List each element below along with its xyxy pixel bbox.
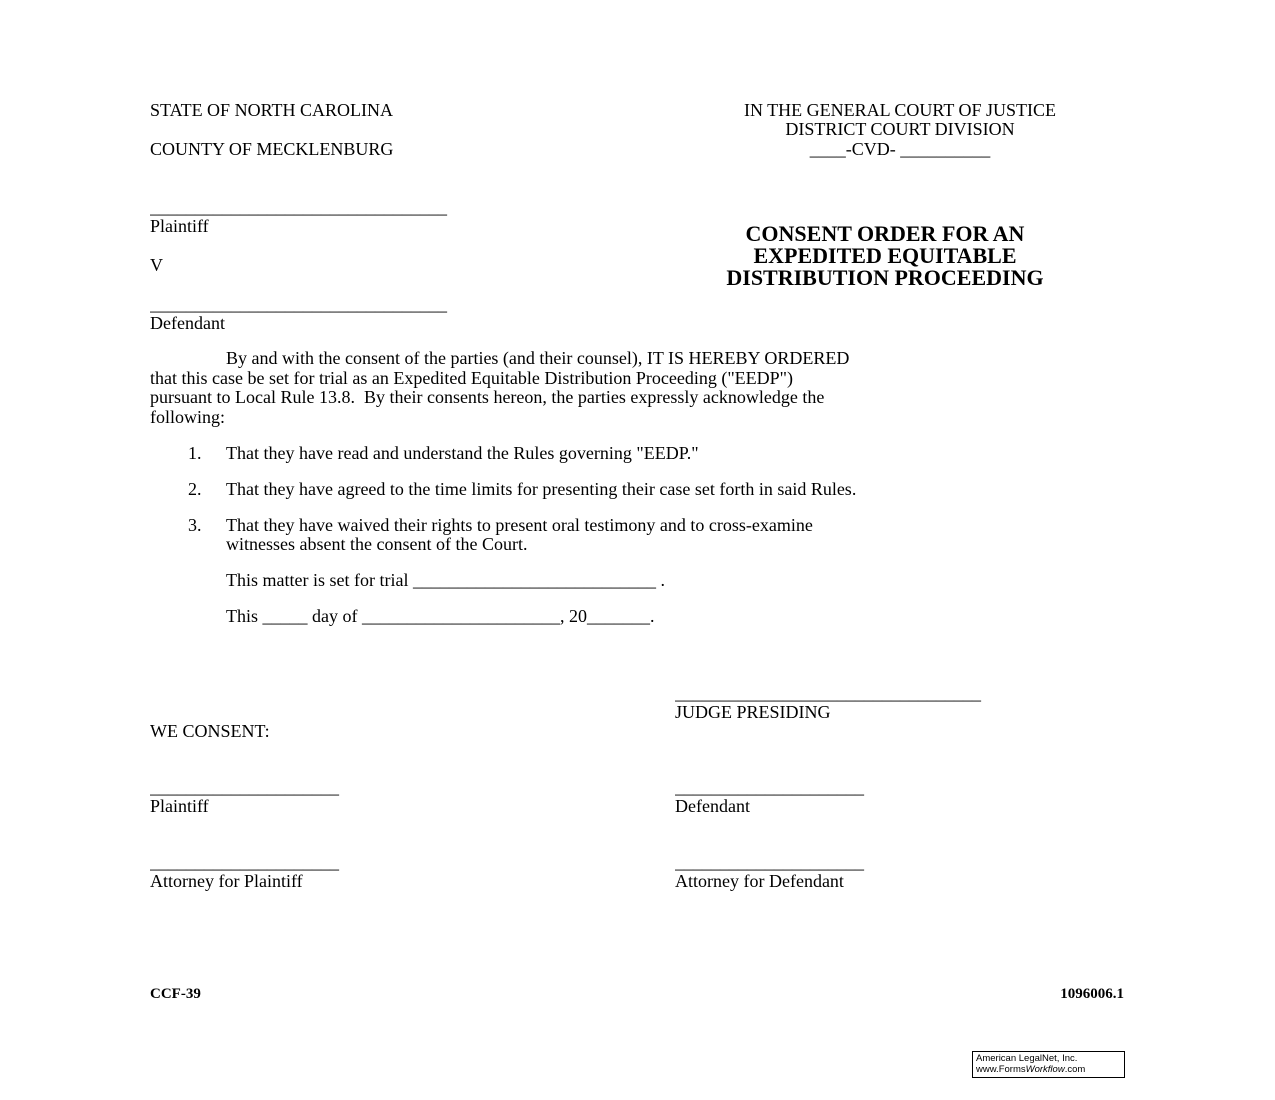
order-date-field[interactable]: This _____ day of ______________________, 20_______. [226, 606, 655, 626]
document-number: 1096006.1 [1060, 986, 1124, 1002]
defendant-signature-blank[interactable]: _____________________ [675, 777, 864, 797]
attorney-plaintiff-signature-blank[interactable]: _____________________ [150, 852, 339, 872]
order-paragraph-line1: By and with the consent of the parties (and their counsel), IT IS HEREBY ORDERED [226, 348, 850, 368]
county-heading: COUNTY OF MECKLENBURG [150, 139, 394, 159]
plaintiff-caption-label: Plaintiff [150, 216, 209, 236]
order-paragraph-line4: following: [150, 407, 225, 427]
trial-date-field[interactable]: This matter is set for trial ___________________________ . [226, 570, 665, 590]
case-number-field[interactable]: ____-CVD- __________ [809, 139, 991, 159]
judge-presiding-label: JUDGE PRESIDING [675, 702, 831, 722]
state-heading: STATE OF NORTH CAROLINA [150, 100, 393, 120]
order-paragraph-line2: that this case be set for trial as an Expedited Equitable Distribution Proceeding ("EEDP") [150, 368, 794, 388]
item-text-1: That they have read and understand the Rules governing "EEDP." [226, 443, 699, 463]
stamp-company: American LegalNet, Inc. [976, 1053, 1078, 1064]
plaintiff-name-blank[interactable]: _________________________________ [150, 197, 447, 217]
plaintiff-signature-blank[interactable]: _____________________ [150, 777, 339, 797]
form-code: CCF-39 [150, 986, 201, 1002]
division-heading: DISTRICT COURT DIVISION [785, 119, 1015, 139]
item-number-1: 1. [188, 443, 202, 463]
item-text-2: That they have agreed to the time limits for presenting their case set forth in said Rules. [226, 479, 857, 499]
court-heading: IN THE GENERAL COURT OF JUSTICE [743, 100, 1057, 120]
attorney-defendant-label: Attorney for Defendant [675, 871, 844, 891]
item-text-3-line1: That they have waived their rights to present oral testimony and to cross-examine [226, 515, 813, 535]
item-text-3-line2: witnesses absent the consent of the Court. [226, 534, 528, 554]
defendant-caption-label: Defendant [150, 313, 225, 333]
we-consent-label: WE CONSENT: [150, 721, 270, 741]
defendant-name-blank[interactable]: _________________________________ [150, 294, 447, 314]
defendant-signature-label: Defendant [675, 796, 750, 816]
item-number-3: 3. [188, 515, 202, 535]
plaintiff-signature-label: Plaintiff [150, 796, 209, 816]
stamp-website: www.FormsWorkflow.com [976, 1063, 1086, 1075]
document-title-line2: EXPEDITED EQUITABLE [753, 243, 1017, 268]
document-title-line3: DISTRIBUTION PROCEEDING [726, 265, 1044, 290]
judge-signature-blank[interactable]: __________________________________ [675, 683, 981, 703]
document-title-line1: CONSENT ORDER FOR AN [745, 221, 1025, 246]
attorney-plaintiff-label: Attorney for Plaintiff [150, 871, 303, 891]
item-number-2: 2. [188, 479, 202, 499]
forms-workflow-stamp [972, 1051, 1125, 1078]
attorney-defendant-signature-blank[interactable]: _____________________ [675, 852, 864, 872]
versus-label: V [150, 255, 163, 275]
order-paragraph-line3: pursuant to Local Rule 13.8. By their consents hereon, the parties expressly acknowledge the [150, 387, 825, 407]
